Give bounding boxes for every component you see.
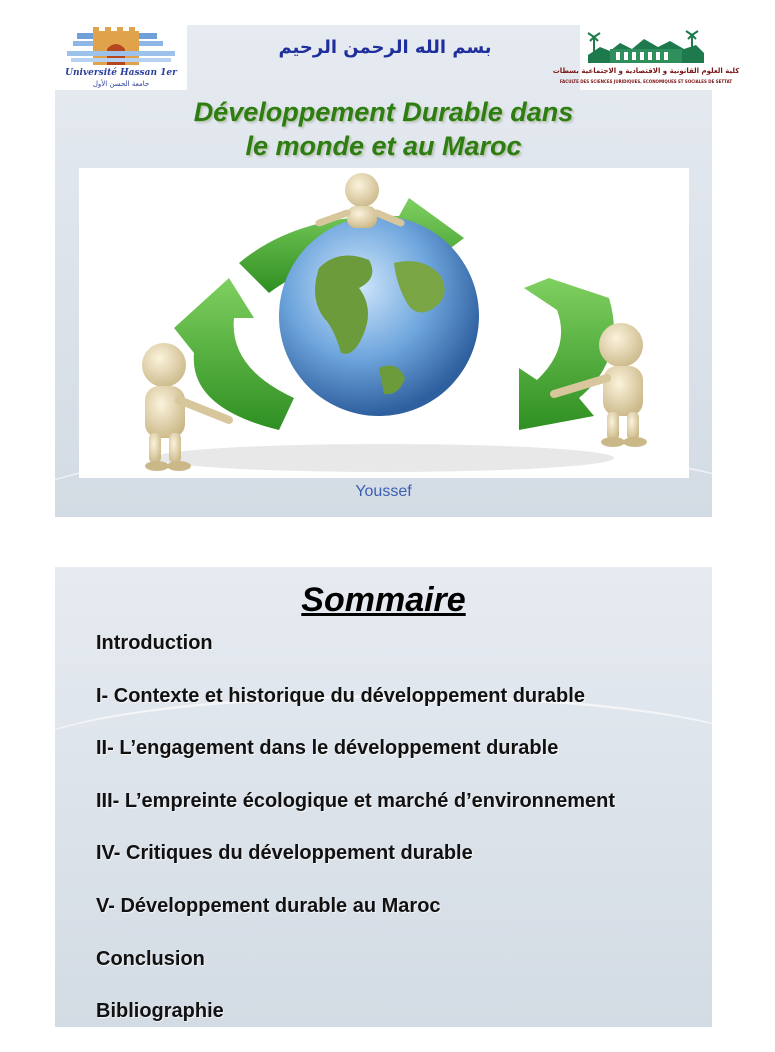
toc-item: IV- Critiques du développement durable bbox=[96, 842, 473, 865]
title-line-2: le monde et au Maroc bbox=[245, 131, 522, 161]
figure-top bbox=[319, 173, 401, 228]
globe bbox=[279, 216, 479, 416]
recycling-globe-illustration bbox=[79, 168, 689, 478]
summary-slide bbox=[55, 567, 712, 1027]
slide-title bbox=[55, 95, 712, 163]
title-slide bbox=[55, 25, 740, 517]
author-name: Youssef bbox=[355, 483, 412, 500]
svg-text:FACULTE DES SCIENCES JURIDIQUE: FACULTE DES SCIENCES JURIDIQUES, ECONOMIQUES ET SOCIALES DE SETTAT bbox=[559, 79, 733, 84]
toc-item: I- Contexte et historique du développement durable bbox=[96, 684, 585, 707]
table-of-contents bbox=[96, 631, 615, 1052]
svg-text:جامعة الحسن الأول: جامعة الحسن الأول bbox=[92, 80, 150, 88]
toc-item: Introduction bbox=[96, 632, 213, 654]
title-line-1: Développement Durable dans bbox=[193, 97, 574, 127]
summary-heading: Sommaire bbox=[301, 581, 466, 619]
toc-item: V- Développement durable au Maroc bbox=[96, 894, 441, 917]
svg-text:Université Hassan 1er: Université Hassan 1er bbox=[65, 68, 177, 78]
basmala-header: بسم الله الرحمن الرحيم bbox=[278, 37, 492, 58]
toc-item: Conclusion bbox=[96, 947, 205, 970]
university-logo bbox=[55, 25, 187, 90]
svg-text:كلية العلوم القانونية و الاقتص: كلية العلوم القانونية و الاقتصادية و الاجتماعية بسطات bbox=[552, 67, 740, 75]
toc-item: Bibliographie bbox=[96, 1000, 224, 1023]
arrow-right bbox=[519, 278, 614, 430]
faculty-logo bbox=[552, 25, 740, 90]
toc-item: II- L’engagement dans le développement durable bbox=[96, 737, 559, 760]
toc-item: III- L’empreinte écologique et marché d’environnement bbox=[96, 789, 616, 812]
